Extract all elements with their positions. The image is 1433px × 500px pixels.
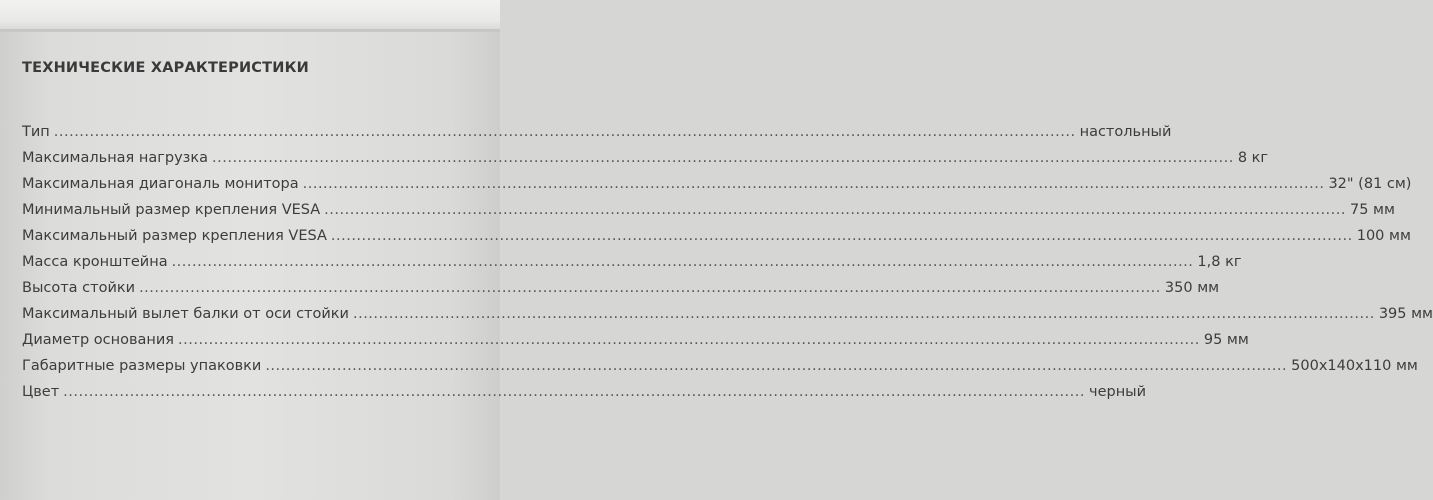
leader-dots: ........................................................................................................................................................................................................ bbox=[330, 228, 1353, 244]
spec-value: 395 мм bbox=[1378, 306, 1433, 322]
spec-row-base-diameter bbox=[22, 323, 1249, 349]
spec-label: Тип bbox=[22, 124, 50, 140]
leader-dots: ........................................................................................................................................................................................................ bbox=[139, 280, 1161, 296]
leader-dots: ........................................................................................................................................................................................................ bbox=[265, 358, 1288, 374]
spec-row-max-arm-reach bbox=[22, 297, 1433, 323]
spec-row-pole-height bbox=[22, 271, 1220, 297]
spec-row-max-diagonal bbox=[22, 167, 1412, 193]
spec-label: Максимальная нагрузка bbox=[22, 150, 209, 166]
spec-value: 32" (81 см) bbox=[1328, 176, 1412, 192]
spec-label: Цвет bbox=[22, 384, 60, 400]
leader-dots: ........................................................................................................................................................................................................ bbox=[324, 202, 1346, 218]
spec-label: Высота стойки bbox=[22, 280, 136, 296]
spec-label: Максимальный размер крепления VESA bbox=[22, 228, 327, 244]
leader-dots: ........................................................................................................................................................................................................ bbox=[302, 176, 1325, 192]
spec-row-color bbox=[22, 375, 1147, 401]
leader-dots: ........................................................................................................................................................................................................ bbox=[352, 306, 1375, 322]
spec-label: Диаметр основания bbox=[22, 332, 175, 348]
leader-dots: ........................................................................................................................................................................................................ bbox=[53, 124, 1076, 140]
spec-value: 350 мм bbox=[1164, 280, 1220, 296]
spec-value: черный bbox=[1089, 384, 1147, 400]
spec-label: Габаритные размеры упаковки bbox=[22, 358, 262, 374]
spec-value: 100 мм bbox=[1356, 228, 1411, 244]
leader-dots: ........................................................................................................................................................................................................ bbox=[212, 150, 1234, 166]
spec-value: 75 мм bbox=[1350, 202, 1395, 218]
spec-value: 8 кг bbox=[1237, 150, 1269, 166]
spec-row-min-vesa bbox=[22, 193, 1395, 219]
spec-row-type bbox=[22, 115, 1172, 141]
spec-row-max-vesa bbox=[22, 219, 1411, 245]
spec-value: настольный bbox=[1079, 124, 1172, 140]
spec-value: 500x140x110 мм bbox=[1291, 358, 1418, 374]
spec-label: Минимальный размер крепления VESA bbox=[22, 202, 321, 218]
spec-row-package-size bbox=[22, 349, 1418, 375]
page-top-strip bbox=[0, 0, 500, 30]
spec-label: Масса кронштейна bbox=[22, 254, 168, 270]
spec-value: 1,8 кг bbox=[1197, 254, 1242, 270]
leader-dots: ........................................................................................................................................................................................................ bbox=[178, 332, 1200, 348]
leader-dots: ........................................................................................................................................................................................................ bbox=[171, 254, 1194, 270]
spec-value: 95 мм bbox=[1203, 332, 1249, 348]
spec-label: Максимальная диагональ монитора bbox=[22, 176, 299, 192]
spec-row-max-load bbox=[22, 141, 1269, 167]
spec-row-bracket-weight bbox=[22, 245, 1242, 271]
spec-label: Максимальный вылет балки от оси стойки bbox=[22, 306, 349, 322]
specs-heading: ТЕХНИЧЕСКИЕ ХАРАКТЕРИСТИКИ bbox=[22, 60, 309, 76]
leader-dots: ........................................................................................................................................................................................................ bbox=[63, 384, 1085, 400]
